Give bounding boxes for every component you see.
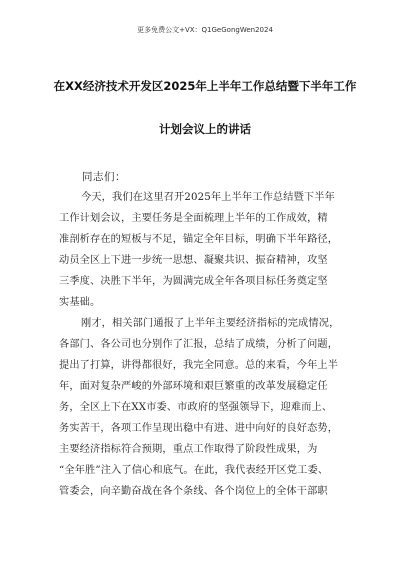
paragraph-2-line: 管委会，向辛勤奋战在各个条线、各个岗位上的全体干部职 [59, 486, 328, 497]
document-body [59, 187, 351, 502]
salutation: 同志们： [82, 171, 126, 183]
paragraph-1-line: 工作计划会议，主要任务是全面梳理上半年的工作成效，精 [59, 213, 328, 224]
page-header: 更多免费公文+VX：Q1GeGongWen2024 [137, 26, 273, 34]
paragraph-2-line: 务，全区上下在XX市委、市政府的坚强领导下，迎难而上、 [59, 402, 333, 413]
title-line-2: 计划会议上的讲话 [159, 122, 251, 136]
paragraph-1-line: 今天，我们在这里召开2025年上半年工作总结暨下半年 [81, 192, 335, 203]
paragraph-1-line: 准剖析存在的短板与不足，锚定全年目标，明确下半年路径， [59, 234, 339, 245]
paragraph-2-line: 刚才，相关部门通报了上半年主要经济指标的完成情况， [81, 318, 340, 329]
paragraph-1-line: 实基础。 [59, 297, 101, 308]
paragraph-2-line: 年，面对复杂严峻的外部环境和艰巨繁重的改革发展稳定任 [59, 381, 328, 392]
paragraph-2-line: 主要经济指标符合预期，重点工作取得了阶段性成果，为 [59, 444, 318, 455]
paragraph-2-line: 提出了打算，讲得都很好，我完全同意。总的来看，今年上半 [59, 360, 339, 371]
paragraph-1-line: 动员全区上下进一步统一思想、凝聚共识、振奋精神，攻坚 [59, 255, 328, 266]
paragraph-2-line: 各部门、各公司也分别作了汇报，总结了成绩，分析了问题， [59, 339, 339, 350]
title-line-1: 在XX经济技术开发区2025年上半年工作总结暨下半年工作 [53, 79, 357, 93]
paragraph-2-line: “全年胜”注入了信心和底气。在此，我代表经开区党工委、 [59, 465, 329, 476]
paragraph-2-line: 务实苦干，各项工作呈现出稳中有进、进中向好的良好态势， [59, 423, 339, 434]
paragraph-1-line: 三季度、决胜下半年，为圆满完成全年各项目标任务奠定坚 [59, 276, 328, 287]
